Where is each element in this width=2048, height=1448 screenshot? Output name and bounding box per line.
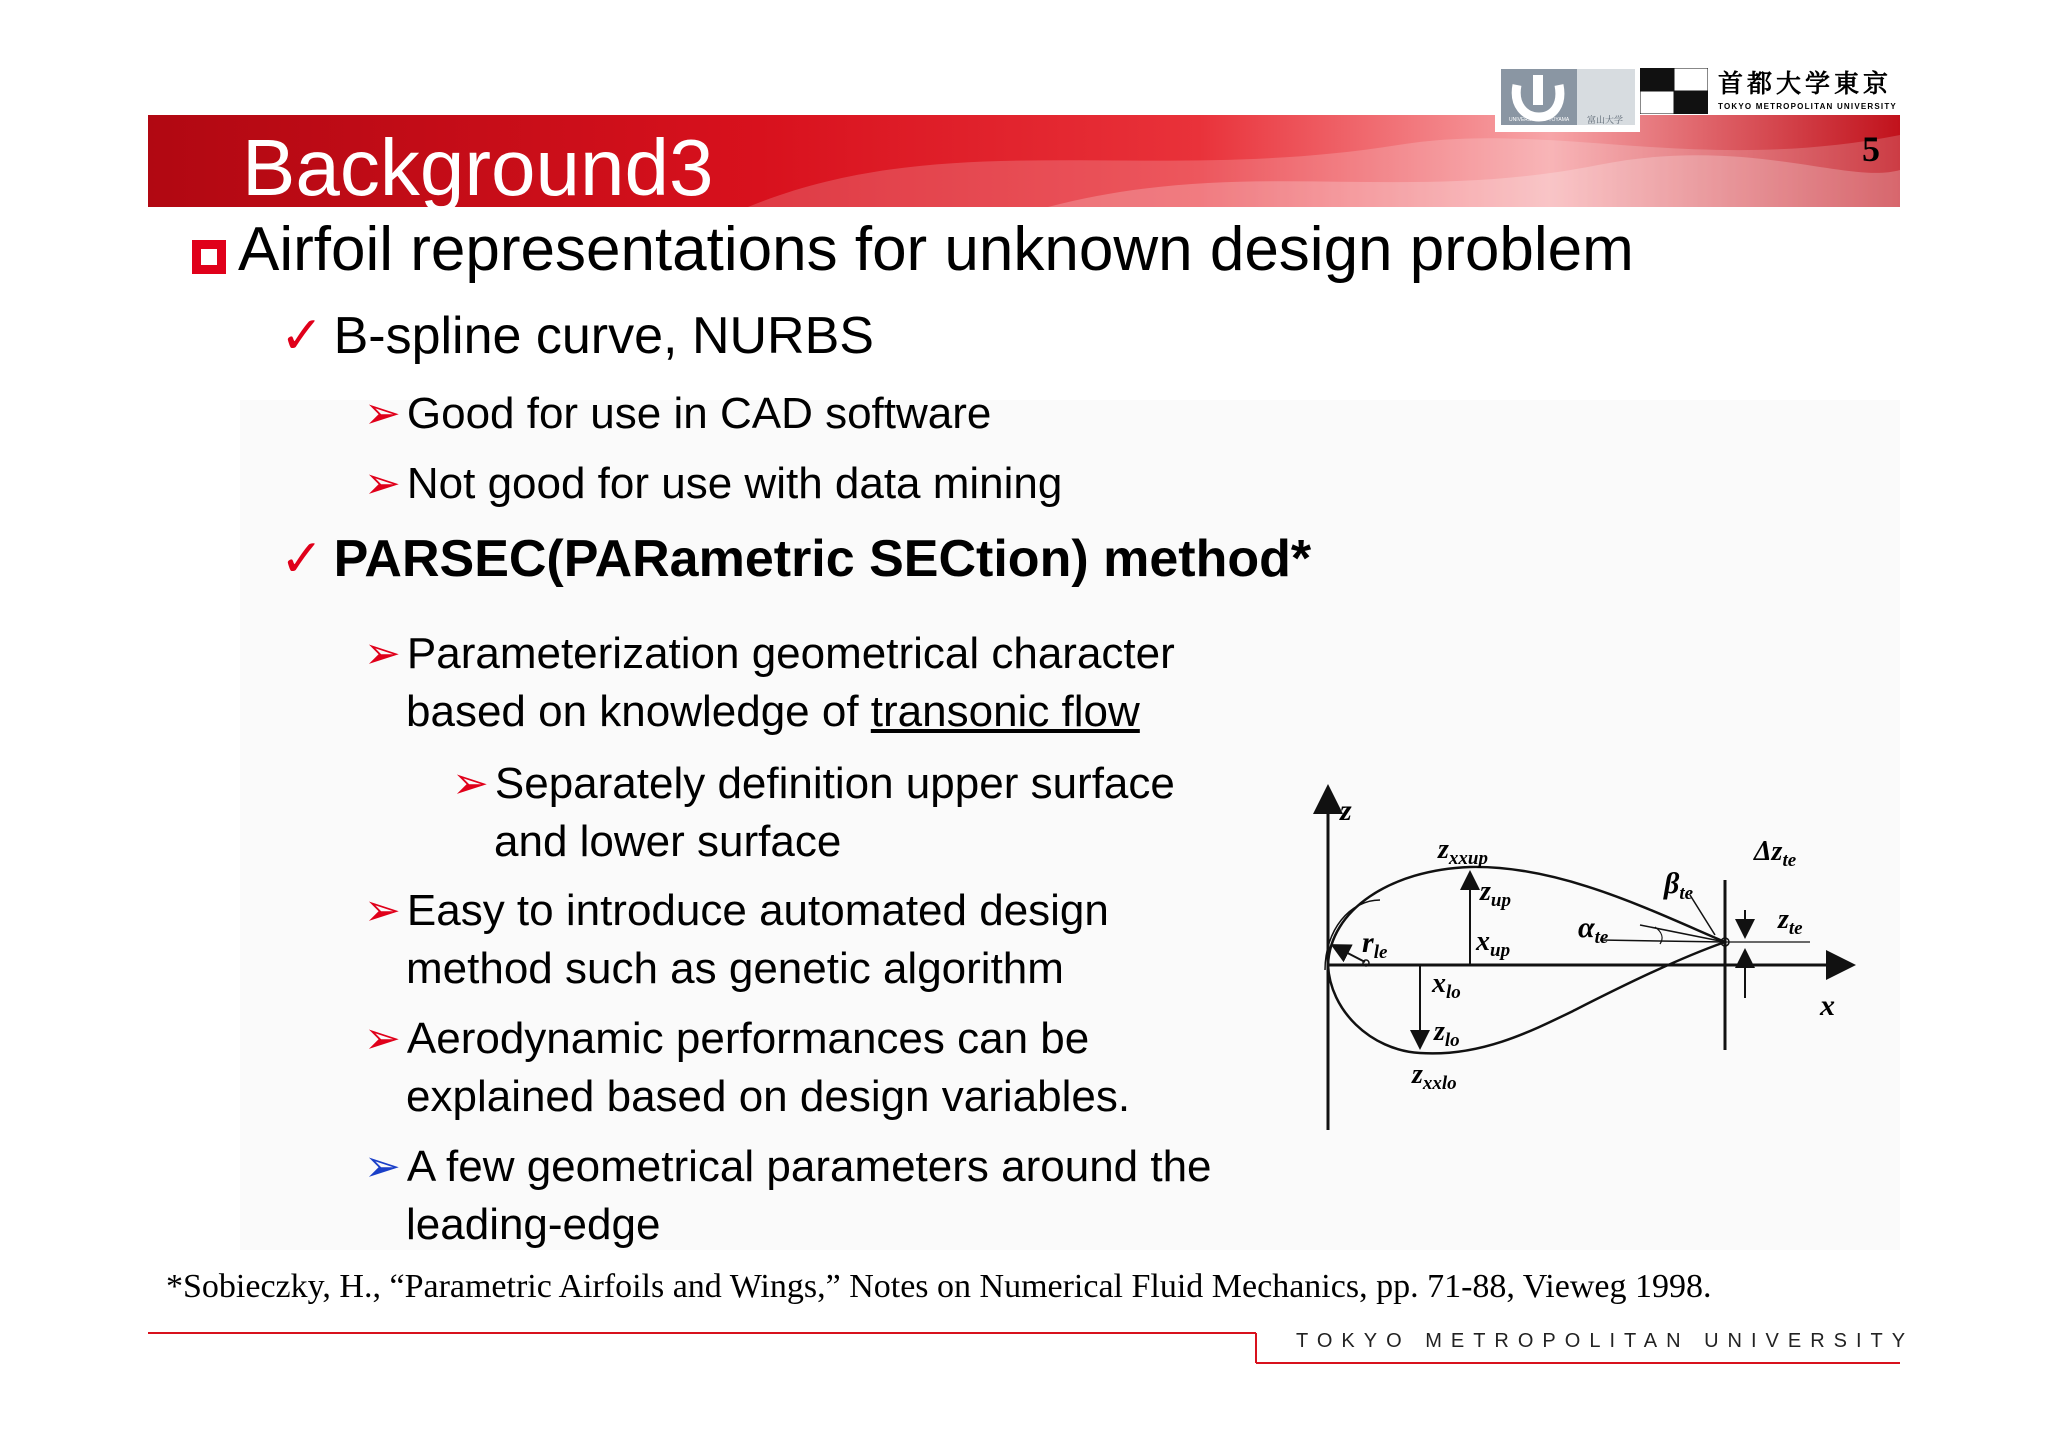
airfoil-lower-surface bbox=[1328, 942, 1725, 1053]
delta-zte-label: $\Delta z_{te}$ bbox=[1754, 836, 1797, 871]
parsec-item1-line1: Parameterization geometrical character bbox=[406, 629, 1175, 678]
bspline-bullet bbox=[280, 305, 874, 367]
zxxup-label: $z_{xxup}$ bbox=[1438, 834, 1488, 869]
svg-text:UNIVERSITY OF TOYAMA: UNIVERSITY OF TOYAMA bbox=[1509, 117, 1570, 123]
x-axis-label: x bbox=[1820, 989, 1835, 1022]
parsec-item4-line2: leading-edge bbox=[406, 1200, 661, 1249]
zte-label: $z_{te}$ bbox=[1778, 904, 1803, 939]
parsec-item2-line1: Easy to introduce automated design bbox=[406, 886, 1109, 935]
main-heading bbox=[192, 215, 1634, 285]
bspline-item-cad: Good for use in CAD software bbox=[406, 389, 992, 438]
parsec-bullet bbox=[280, 528, 1311, 590]
parsec-item2-line2: method such as genetic algorithm bbox=[406, 944, 1064, 993]
leading-edge-radius-arrow bbox=[1334, 946, 1365, 962]
arrow-bullet-icon: ➢ bbox=[452, 759, 489, 808]
zlo-label: $z_{lo}$ bbox=[1434, 1016, 1460, 1051]
parsec-item3-line2: explained based on design variables. bbox=[406, 1072, 1131, 1121]
transonic-flow-link: transonic flow bbox=[870, 687, 1140, 736]
arrow-bullet-icon: ➢ bbox=[364, 389, 401, 438]
trailing-edge-camber-line bbox=[1600, 940, 1725, 942]
reference-footnote: *Sobieczky, H., “Parametric Airfoils and Wings,” Notes on Numerical Fluid Mechanics, pp. 71-88, Vieweg 1998. bbox=[166, 1268, 1712, 1305]
arrow-bullet-icon: ➢ bbox=[364, 886, 401, 935]
bspline-item bbox=[364, 385, 991, 443]
tmu-checker-logo bbox=[1640, 68, 1708, 114]
parsec-item1-line2: based on knowledge of bbox=[406, 687, 871, 736]
tmu-logo-english: TOKYO METROPOLITAN UNIVERSITY bbox=[1718, 102, 1897, 111]
parsec-subitem-surfaces bbox=[452, 755, 1175, 871]
parsec-item-parameterization bbox=[364, 625, 1175, 741]
bspline-item-datamining: Not good for use with data mining bbox=[406, 459, 1063, 508]
xlo-label: $x_{lo}$ bbox=[1432, 968, 1461, 1003]
parsec-item4-line1: A few geometrical parameters around the bbox=[406, 1142, 1212, 1191]
xup-label: $x_{up}$ bbox=[1476, 926, 1511, 961]
svg-text:富山大学: 富山大学 bbox=[1587, 115, 1624, 125]
parsec-airfoil-diagram bbox=[1310, 770, 1870, 1140]
tmu-logo-japanese: 首都大学東京 bbox=[1718, 69, 1893, 98]
university-of-toyama-logo bbox=[1495, 65, 1640, 132]
checkmark-icon: ✓ bbox=[280, 307, 324, 365]
parsec-item-automated bbox=[364, 882, 1109, 998]
main-heading-text: Airfoil representations for unknown design problem bbox=[238, 215, 1634, 284]
zup-label: $z_{up}$ bbox=[1480, 876, 1511, 911]
zxxlo-label: $z_{xxlo}$ bbox=[1412, 1059, 1457, 1094]
parsec-sub-line2: and lower surface bbox=[494, 817, 842, 866]
arrow-bullet-icon: ➢ bbox=[364, 629, 401, 678]
blue-arrow-bullet-icon: ➢ bbox=[364, 1142, 401, 1191]
footer-university-name: TOKYO METROPOLITAN UNIVERSITY bbox=[1296, 1330, 1915, 1352]
alpha-te-label: $\alpha_{te}$ bbox=[1578, 911, 1609, 948]
z-axis-label: z bbox=[1340, 794, 1352, 827]
arrow-bullet-icon: ➢ bbox=[364, 1014, 401, 1063]
parsec-title: PARSEC(PARametric SECtion) method* bbox=[333, 530, 1312, 588]
red-square-bullet-icon bbox=[192, 240, 226, 274]
trailing-edge-angle-line bbox=[1640, 925, 1725, 942]
page-number: 5 bbox=[1862, 129, 1880, 169]
bspline-item bbox=[364, 455, 1062, 513]
parsec-item-aerodynamic bbox=[364, 1010, 1130, 1126]
parsec-item3-line1: Aerodynamic performances can be bbox=[406, 1014, 1090, 1063]
arrow-bullet-icon: ➢ bbox=[364, 459, 401, 508]
rle-label: $r_{le}$ bbox=[1362, 926, 1388, 963]
parsec-sub-line1: Separately definition upper surface bbox=[494, 759, 1175, 808]
bspline-title: B-spline curve, NURBS bbox=[333, 307, 874, 365]
beta-te-label: $\beta_{te}$ bbox=[1664, 867, 1694, 904]
checkmark-icon: ✓ bbox=[280, 530, 324, 588]
slide-title: Background3 bbox=[242, 123, 714, 212]
parsec-item-leading-edge bbox=[364, 1138, 1212, 1254]
